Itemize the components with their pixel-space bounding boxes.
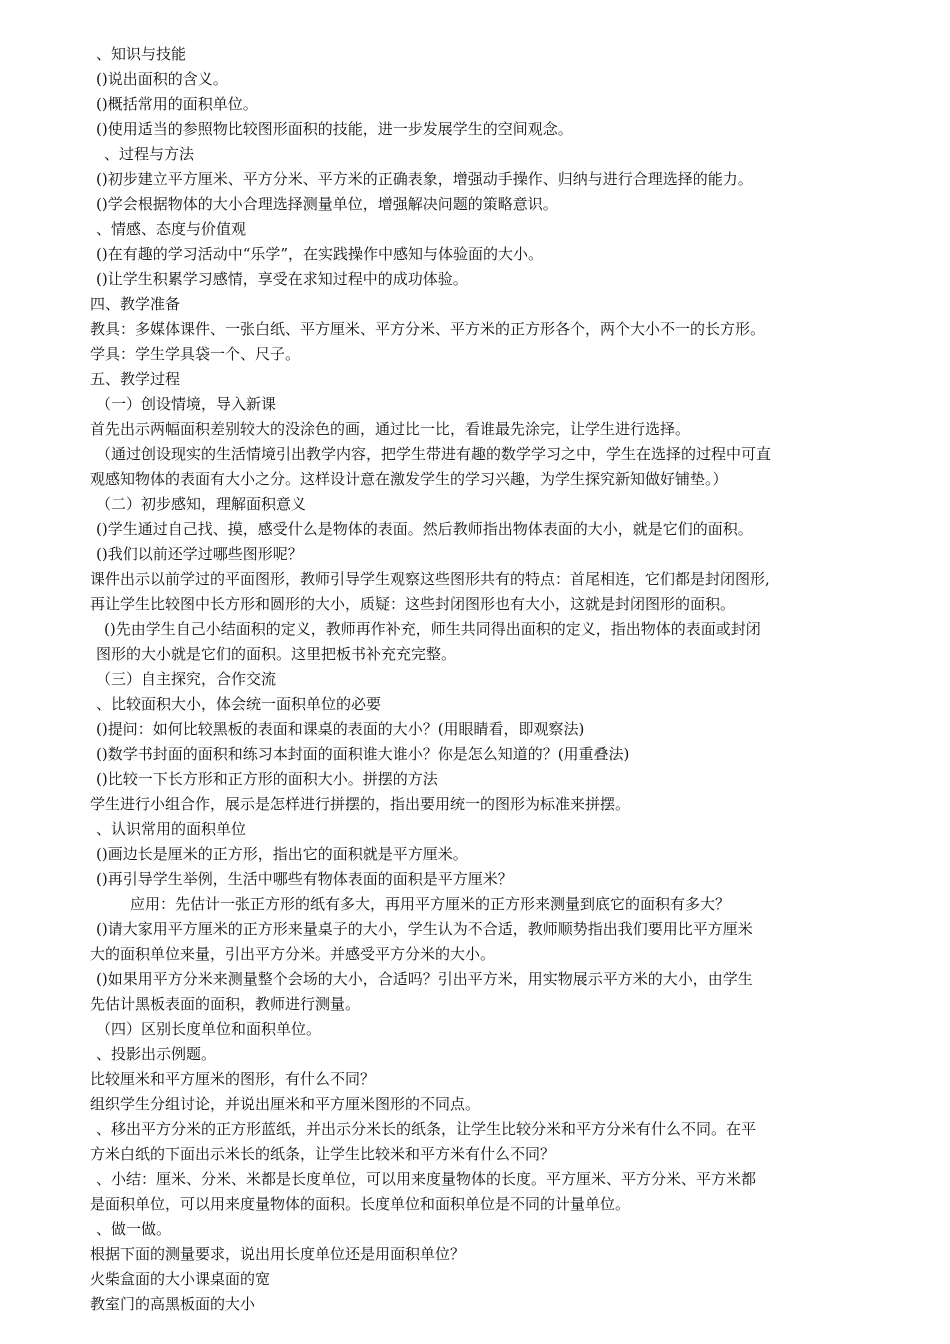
text-line: 图形的大小就是它们的面积。这里把板书补充充完整。 <box>96 645 457 663</box>
section-heading: 、做一做。 <box>96 1220 172 1238</box>
text-line: ()比较一下长方形和正方形的面积大小。拼摆的方法 <box>96 770 438 788</box>
subsection-heading: （二）初步感知，理解面积意义 <box>96 495 307 513</box>
text-line: ()先由学生自己小结面积的定义，教师再作补充，师生共同得出面积的定义，指出物体的表面或封闭 <box>104 620 761 638</box>
text-line: ()使用适当的参照物比较图形面积的技能，进一步发展学生的空间观念。 <box>96 120 573 138</box>
text-line: ()让学生积累学习感情，享受在求知过程中的成功体验。 <box>96 270 468 288</box>
text-line: ()在有趣的学习活动中“乐学”，在实践操作中感知与体验面的大小。 <box>96 245 544 263</box>
text-line: 是面积单位，可以用来度量物体的面积。长度单位和面积单位是不同的计量单位。 <box>90 1195 631 1213</box>
text-line: ()数学书封面的面积和练习本封面的面积谁大谁小？你是怎么知道的？(用重叠法) <box>96 745 630 763</box>
text-line: ()请大家用平方厘米的正方形来量桌子的大小，学生认为不合适，教师顺势指出我们要用比平方厘米 <box>96 920 753 938</box>
subsection-heading: （一）创设情境，导入新课 <box>96 395 277 413</box>
text-line: 教室门的高黑板面的大小 <box>90 1295 256 1313</box>
subsection-heading: （四）区别长度单位和面积单位。 <box>96 1020 322 1038</box>
text-line: 学具：学生学具袋一个、尺子。 <box>90 345 301 363</box>
text-line: ()如果用平方分米来测量整个会场的大小，合适吗？引出平方米，用实物展示平方米的大小，由学生 <box>96 970 753 988</box>
section-heading: 四、教学准备 <box>90 295 181 313</box>
section-heading: 、比较面积大小，体会统一面积单位的必要 <box>96 695 382 713</box>
text-line: ()再引导学生举例，生活中哪些有物体表面的面积是平方厘米？ <box>96 870 513 888</box>
text-line: ()初步建立平方厘米、平方分米、平方米的正确表象，增强动手操作、归纳与进行合理选择的能力。 <box>96 170 753 188</box>
text-line: ()画边长是厘米的正方形，指出它的面积就是平方厘米。 <box>96 845 468 863</box>
text-line: ()学生通过自己找、摸，感受什么是物体的表面。然后教师指出物体表面的大小，就是它们的面积。 <box>96 520 753 538</box>
text-line: 火柴盒面的大小课桌面的宽 <box>90 1270 271 1288</box>
text-line: 观感知物体的表面有大小之分。这样设计意在激发学生的学习兴趣，为学生探究新知做好铺垫。） <box>90 470 728 488</box>
text-line: ()概括常用的面积单位。 <box>96 95 258 113</box>
section-heading: 、情感、态度与价值观 <box>96 220 247 238</box>
text-line: ()说出面积的含义。 <box>96 70 228 88</box>
text-line: 教具：多媒体课件、一张白纸、平方厘米、平方分米、平方米的正方形各个，两个大小不一的长方形。 <box>90 320 766 338</box>
text-line: 根据下面的测量要求，说出用长度单位还是用面积单位？ <box>90 1245 466 1263</box>
text-line: 、移出平方分米的正方形蓝纸，并出示分米长的纸条，让学生比较分米和平方分米有什么不同。在平 <box>96 1120 757 1138</box>
text-line: ()学会根据物体的大小合理选择测量单位，增强解决问题的策略意识。 <box>96 195 558 213</box>
section-heading: 五、教学过程 <box>90 370 181 388</box>
text-line: 学生进行小组合作，展示是怎样进行拼摆的，指出要用统一的图形为标准来拼摆。 <box>90 795 631 813</box>
text-line: 先估计黑板表面的面积，教师进行测量。 <box>90 995 361 1013</box>
text-line: 比较厘米和平方厘米的图形，有什么不同？ <box>90 1070 376 1088</box>
text-line: 课件出示以前学过的平面图形，教师引导学生观察这些图形共有的特点：首尾相连，它们都是封闭图形, <box>90 570 770 588</box>
section-heading: 、过程与方法 <box>104 145 195 163</box>
section-heading: 、知识与技能 <box>96 45 187 63</box>
text-line: 应用：先估计一张正方形的纸有多大，再用平方厘米的正方形来测量到底它的面积有多大？ <box>130 895 731 913</box>
text-line: 大的面积单位来量，引出平方分米。并感受平方分米的大小。 <box>90 945 496 963</box>
text-line: 再让学生比较图中长方形和圆形的大小，质疑：这些封闭图形也有大小，这就是封闭图形的面积。 <box>90 595 736 613</box>
text-line: ()提问：如何比较黑板的表面和课桌的表面的大小？(用眼睛看，即观察法) <box>96 720 585 738</box>
subsection-heading: （三）自主探究，合作交流 <box>96 670 277 688</box>
text-line: 首先出示两幅面积差别较大的没涂色的画，通过比一比，看谁最先涂完，让学生进行选择。 <box>90 420 691 438</box>
section-heading: 、认识常用的面积单位 <box>96 820 247 838</box>
section-heading: 、投影出示例题。 <box>96 1045 217 1063</box>
text-line: 组织学生分组讨论，并说出厘米和平方厘米图形的不同点。 <box>90 1095 481 1113</box>
text-line: 方米白纸的下面出示米长的纸条，让学生比较米和平方米有什么不同？ <box>90 1145 556 1163</box>
text-line: ()我们以前还学过哪些图形呢？ <box>96 545 303 563</box>
text-line: （通过创设现实的生活情境引出教学内容，把学生带进有趣的数学学习之中，学生在选择的过程中可直 <box>96 445 772 463</box>
text-line: 、小结：厘米、分米、米都是长度单位，可以用来度量物体的长度。平方厘米、平方分米、平方米都 <box>96 1170 757 1188</box>
document-page <box>90 42 870 1317</box>
